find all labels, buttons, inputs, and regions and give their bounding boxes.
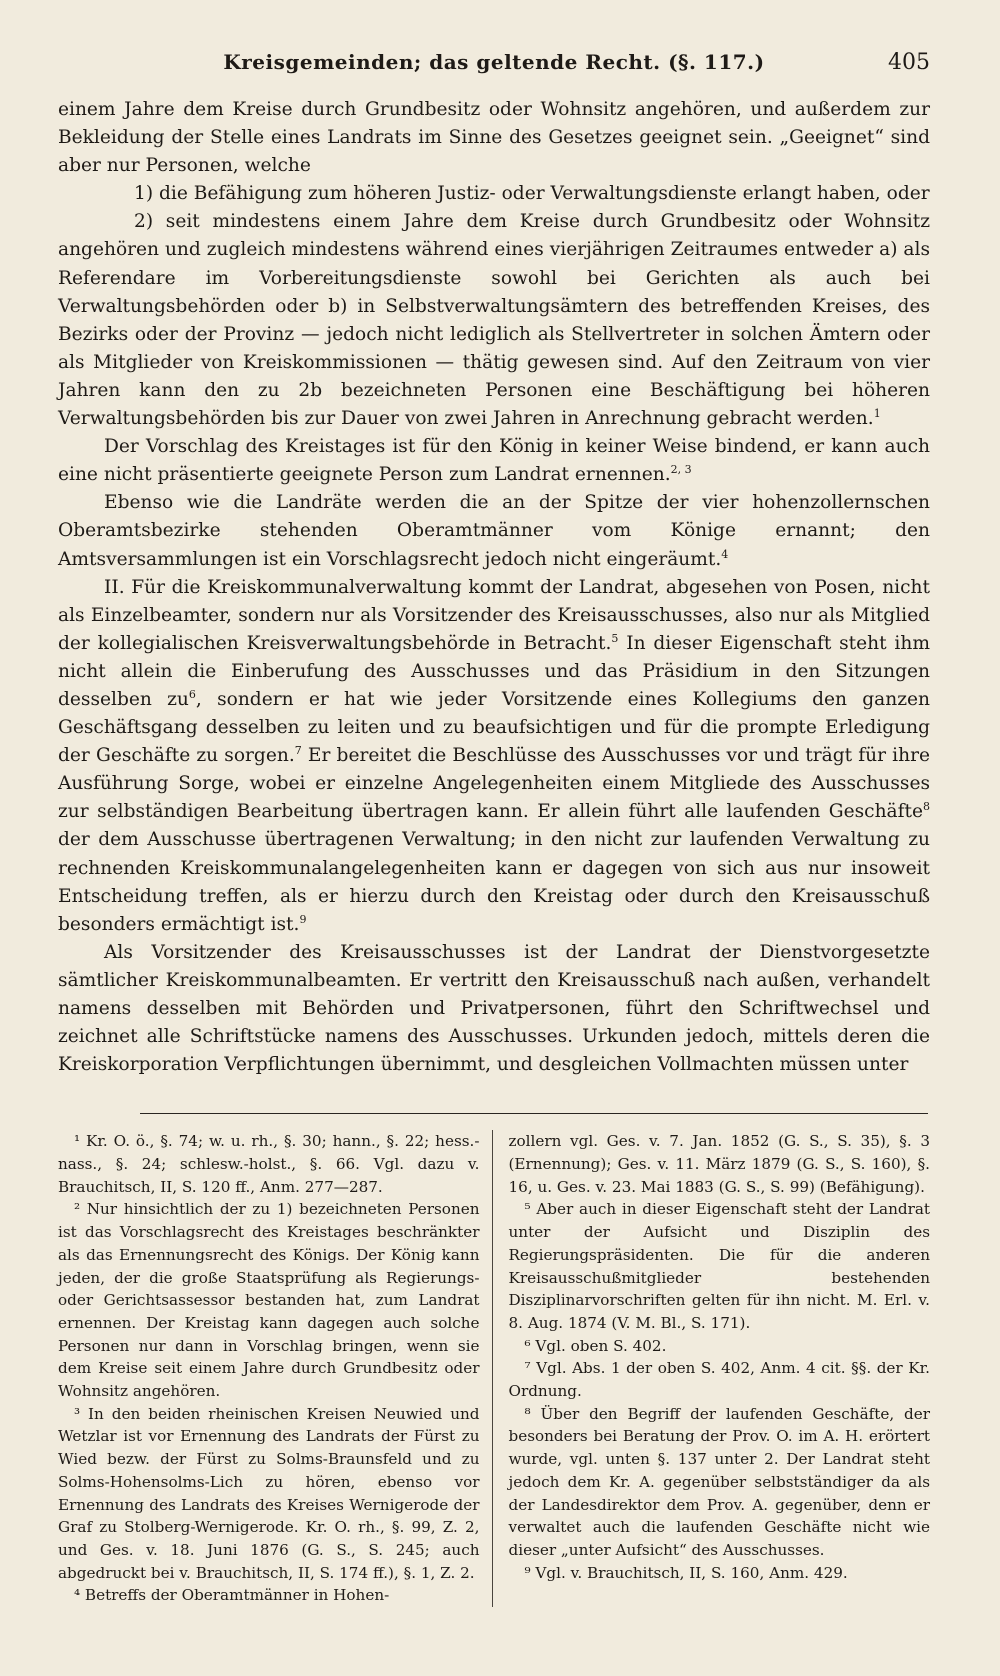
running-header [58, 46, 930, 86]
footnote: ³ In den beiden rheinischen Kreisen Neuwied und Wetzlar ist vor Ernennung des Landrats der Fürst zu Wied bezw. der Fürst zu Solms-Braunsfeld und zu Solms-Hohensolms-Lich zu hören, ebenso vor Ernennung des Landrats des Kreises Wernigerode der Graf zu Stolberg-Wernigerode. Kr. O. rh., §. 99, Z. 2, und Ges. v. 18. Juni 1876 (G. S., S. 245; auch abgedruckt bei v. Brauchitsch, II, S. 174 ff.), §. 1, Z. 2. [58, 1404, 480, 1582]
footnote: ⁶ Vgl. oben S. 402. [524, 1336, 667, 1355]
footnote-ref: 7 [294, 743, 302, 757]
paragraph: Als Vorsitzender des Kreisausschusses ist der Landrat der Dienstvorgesetzte sämtlicher Kreiskommunalbeamten. Er vertritt den Kreisausschuß nach außen, verhandelt namens desselben mit Behörden und Privatpersonen, führt den Schriftwechsel und zeichnet alle Schriftstücke namens des Ausschusses. Urkunden jedoch, mittels deren die Kreiskorporation Verpflichtungen übernimmt, und desgleichen Vollmachten müssen unter [58, 941, 930, 1076]
paragraph-item-1: 1) die Befähigung zum höheren Justiz- oder Verwaltungsdienste erlangt haben, oder [134, 183, 930, 205]
main-text [58, 96, 930, 1079]
paragraph: Ebenso wie die Landräte werden die an der Spitze der vier hohenzollernschen Oberamtsbezirke stehenden Oberamtmänner vom Könige ernannt; den Amtsversammlungen ist ein Vorschlagsrecht jedoch nicht eingeräumt.$^4$ [58, 492, 930, 570]
footnote-ref: 8 [923, 800, 930, 814]
footnote-column-right [493, 1130, 931, 1607]
footnote: ⁷ Vgl. Abs. 1 der oben S. 402, Anm. 4 cit. §§. der Kr. Ordnung. [508, 1359, 930, 1401]
paragraph-item-2: 2) seit mindestens einem Jahre dem Kreise durch Grundbesitz oder Wohnsitz angehören und zugleich mindestens während eines vierjährigen Zeitraumes entweder a) als Referendare im Vorbereitungsdienste sowohl bei Gerichten als auch bei Verwaltungsbehörden oder b) in Selbstverwaltungsämtern des betreffenden Kreises, des Bezirks oder der Provinz — jedoch nicht lediglich als Stellvertreter in solchen Ämtern oder als Mitglieder von Kreiskommissionen — thätig gewesen sind. Auf den Zeitraum von vier Jahren kann den zu 2b bezeichneten Personen eine Beschäftigung bei höheren Verwaltungsbehörden bis zur Dauer von zwei Jahren in Anrechnung gebracht werden.$^1$ [58, 211, 930, 430]
footnotes [58, 1130, 930, 1607]
footnote: ⁸ Über den Begriff der laufenden Geschäfte, der besonders bei Beratung der Prov. O. im A. H. erörtert wurde, vgl. unten §. 137 unter 2. Der Landrat steht jedoch dem Kr. A. gegenüber selbstständiger da als der Landesdirektor dem Prov. A. gegenüber, denn er verwaltet auch die laufenden Geschäfte nicht wie dieser „unter Aufsicht“ des Ausschusses. [508, 1404, 930, 1559]
footnote: zollern vgl. Ges. v. 7. Jan. 1852 (G. S., S. 35), §. 3 (Ernennung); Ges. v. 11. März 1879 (G. S., S. 160), §. 16, u. Ges. v. 23. Mai 1883 (G. S., S. 99) (Befähigung). [508, 1132, 930, 1196]
footnote: ⁴ Betreffs der Oberamtmänner in Hohen- [74, 1586, 390, 1605]
running-title: Kreisgemeinden; das geltende Recht. (§. 117.) [223, 50, 765, 74]
footnote: ⁹ Vgl. v. Brauchitsch, II, S. 160, Anm. 429. [524, 1563, 848, 1582]
paragraph: Der Vorschlag des Kreistages ist für den König in keiner Weise bindend, er kann auch eine nicht präsentierte geeignete Person zum Landrat ernennen.$^{2, 3}$ [58, 436, 930, 486]
footnote: ¹ Kr. O. ö., §. 74; w. u. rh., §. 30; hann., §. 22; hess.-nass., §. 24; schlesw.-holst., §. 66. Vgl. dazu v. Brauchitsch, II, S. 120 ff., Anm. 277—287. [58, 1132, 480, 1196]
footnote-column-left [58, 1130, 493, 1607]
paragraph-section-2: II. Für die Kreiskommunalverwaltung kommt der Landrat, abgesehen von Posen, nicht als Einzelbeamter, sondern nur als Vorsitzender des Kreisausschusses, also nur als Mitglied der kollegialischen Kreisverwaltungsbehörde in Betracht.$^5$ In dieser Eigenschaft steht ihm nicht allein die Einberufung des Ausschusses und das Präsidium in den Sitzungen desselben $zu^6$, sondern er hat wie jeder Vorsitzende eines Kollegiums den ganzen Geschäftsgang desselben zu leiten und zu beaufsichtigen und für die prompte Erledigung der Geschäfte zu sorgen.$^7$ Er bereitet die Beschlüsse des Ausschusses vor und trägt für ihre Ausführung Sorge, wobei er einzelne Angelegenheiten einem Mitgliede des Ausschusses zur selbständigen Bearbeitung übertragen kann. Er allein führt alle laufenden Geschäfte$^8$ der dem Ausschusse übertragenen Verwaltung; in den nicht zur laufenden Verwaltung zu rechnenden Kreiskommunalangelegenheiten kann er dagegen von sich aus nur insoweit Entscheidung treffen, als er hierzu durch den Kreistag oder durch den Kreisausschuß besonders ermächtigt ist.$^9$ [58, 576, 930, 935]
page-number: 405 [888, 50, 930, 75]
footnote-separator [140, 1113, 928, 1114]
footnote: ² Nur hinsichtlich der zu 1) bezeichneten Personen ist das Vorschlagsrecht des Kreistages beschränkter als das Ernennungsrecht des Königs. Der König kann jeden, der die große Staatsprüfung als Regierungs- oder Gerichtsassessor bestanden hat, zum Landrat ernennen. Der Kreistag kann dagegen auch solche Personen nur dann in Vorschlag bringen, wenn sie dem Kreise seit einem Jahre durch Grundbesitz oder Wohnsitz angehören. [58, 1200, 480, 1401]
footnote-ref: 6 [188, 687, 196, 701]
footnote-ref: 5 [611, 631, 619, 645]
footnote-ref: 2, 3 [670, 463, 692, 477]
footnote: ⁵ Aber auch in dieser Eigenschaft steht der Landrat unter der Aufsicht und Disziplin des Regierungspräsidenten. Die für die anderen Kreisausschußmitglieder bestehenden Disziplinarvorschriften gelten für ihn nicht. M. Erl. v. 8. Aug. 1874 (V. M. Bl., S. 171). [508, 1200, 930, 1332]
footnote-ref: 9 [299, 912, 307, 926]
paragraph: einem Jahre dem Kreise durch Grundbesitz oder Wohnsitz angehören, und außerdem zur Bekleidung der Stelle eines Landrats im Sinne des Gesetzes geeignet sein. „Geeignet“ sind aber nur Personen, welche [58, 99, 930, 177]
footnote-ref: 4 [721, 547, 729, 561]
footnote-ref: 1 [873, 406, 881, 420]
